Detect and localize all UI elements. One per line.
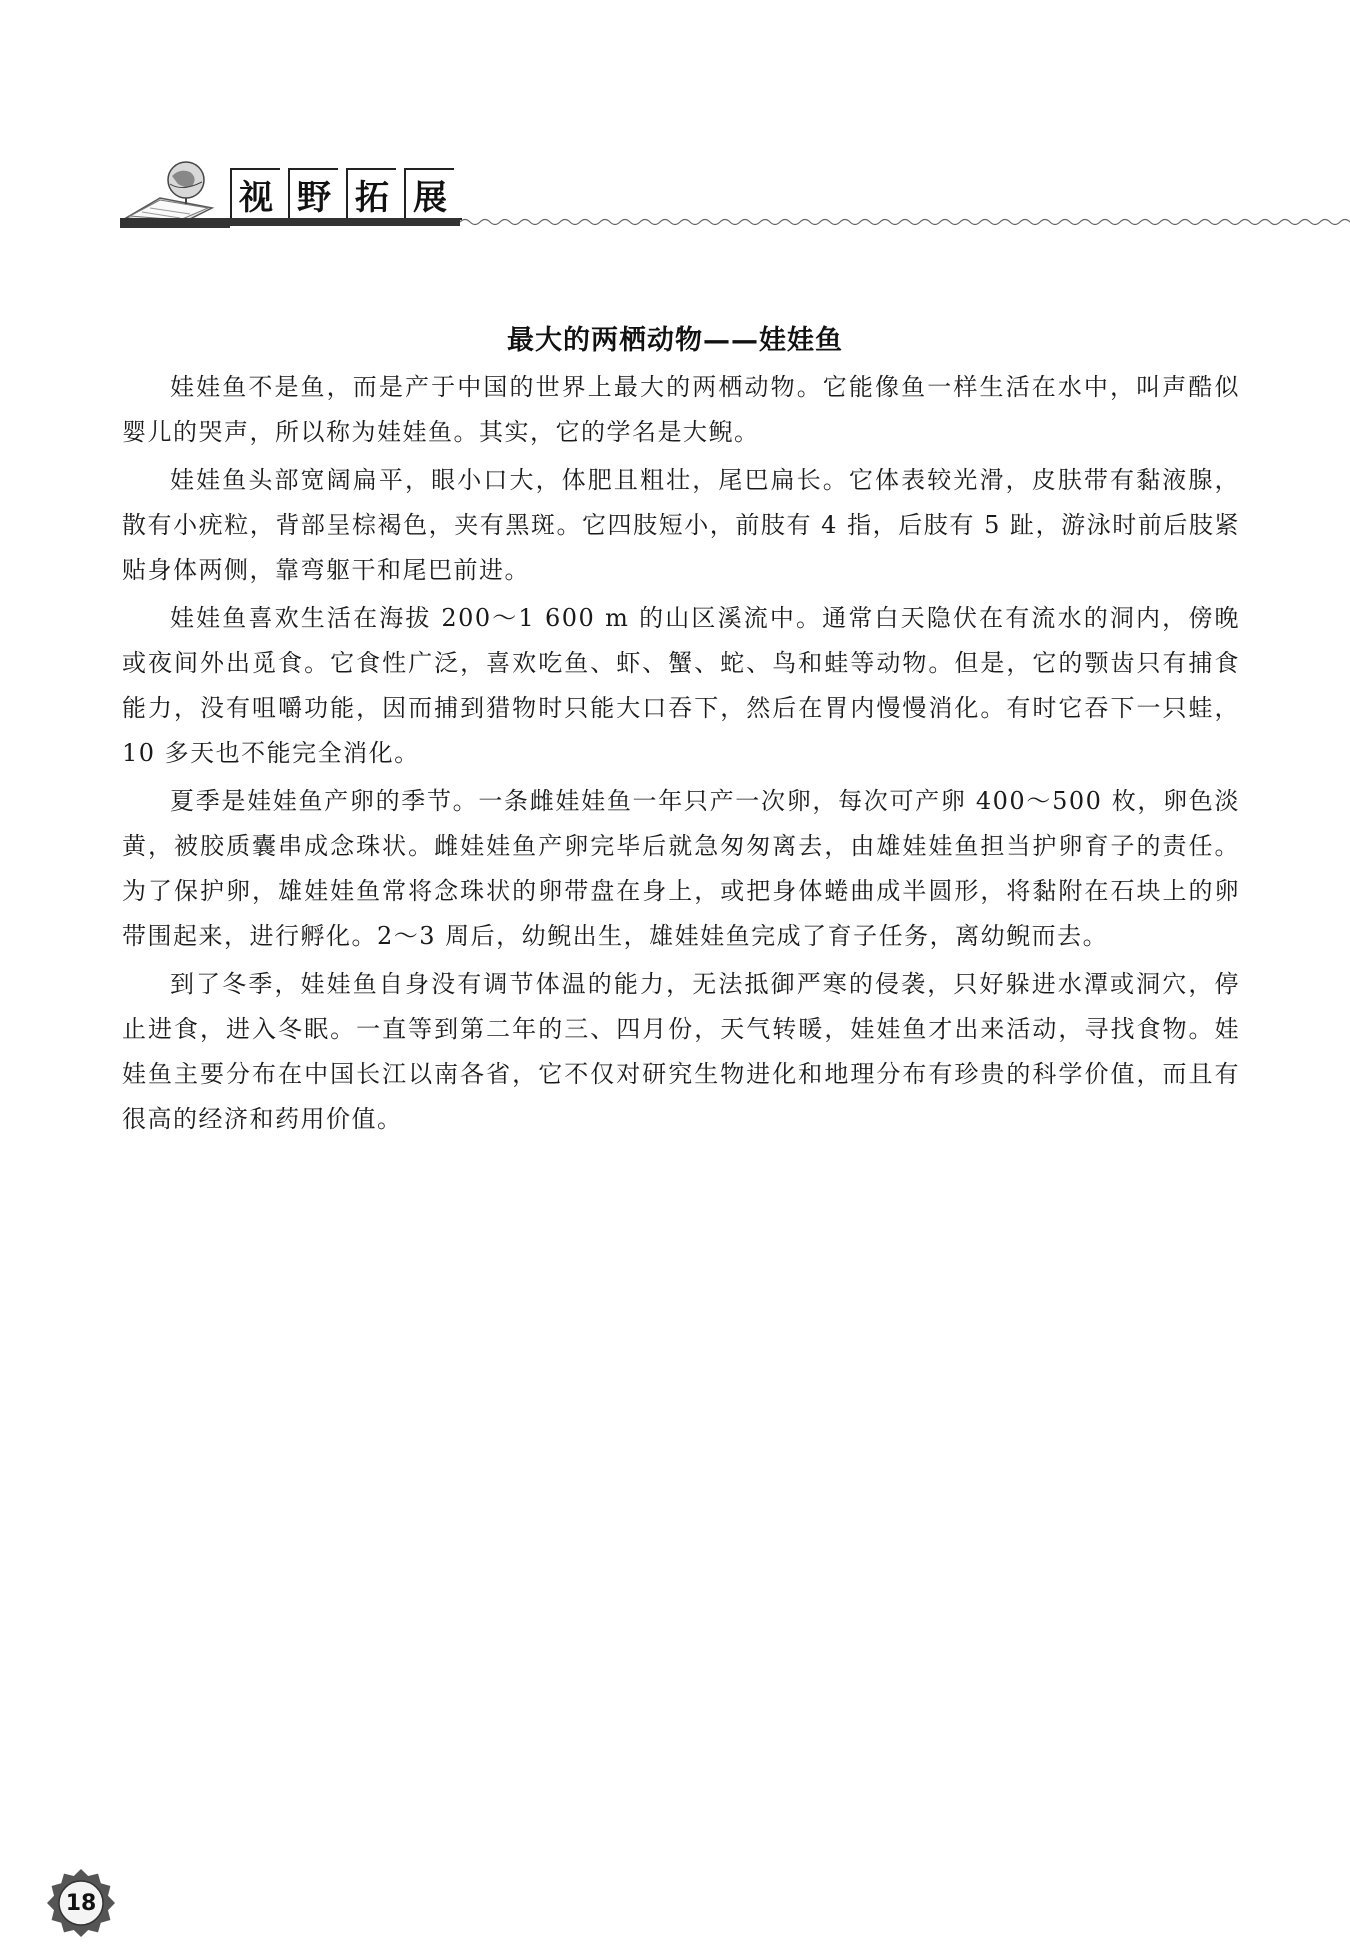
header-underline — [120, 218, 460, 226]
header-wave-divider — [460, 214, 1350, 230]
paragraph: 娃娃鱼喜欢生活在海拔 200～1 600 m 的山区溪流中。通常白天隐伏在有流水的洞内，傍晚或夜间外出觅食。它食性广泛，喜欢吃鱼、虾、蟹、蛇、鸟和蛙等动物。但是，它的颚齿只有捕食能力，没有咀嚼功能，因而捕到猎物时只能大口吞下，然后在胃内慢慢消化。有时它吞下一只蛙，10 多天也不能完全消化。 — [122, 604, 1240, 767]
paragraph: 到了冬季，娃娃鱼自身没有调节体温的能力，无法抵御严寒的侵袭，只好躲进水潭或洞穴，停止进食，进入冬眠。一直等到第二年的三、四月份，天气转暖，娃娃鱼才出来活动，寻找食物。娃娃鱼主要分布在中国长江以南各省，它不仅对研究生物进化和地理分布有珍贵的科学价值，而且有很高的经济和药用价值。 — [122, 970, 1240, 1133]
article-body — [122, 365, 1240, 1145]
header-char: 野 — [288, 168, 338, 218]
article-title: 最大的两栖动物——娃娃鱼 — [507, 325, 843, 357]
page-badge — [46, 1868, 116, 1938]
header-char: 拓 — [346, 168, 396, 218]
paragraph: 娃娃鱼不是鱼，而是产于中国的世界上最大的两栖动物。它能像鱼一样生活在水中，叫声酷似婴儿的哭声，所以称为娃娃鱼。其实，它的学名是大鲵。 — [122, 373, 1240, 446]
paragraph: 娃娃鱼头部宽阔扁平，眼小口大，体肥且粗壮，尾巴扁长。它体表较光滑，皮肤带有黏液腺，散有小疣粒，背部呈棕褐色，夹有黑斑。它四肢短小，前肢有 4 指，后肢有 5 趾，游泳时前后肢紧贴身体两侧，靠弯躯干和尾巴前进。 — [122, 466, 1240, 584]
header-title — [230, 158, 462, 218]
page-number: 18 — [65, 1890, 97, 1916]
header-char: 视 — [230, 168, 280, 218]
header-char: 展 — [404, 168, 454, 218]
section-header — [120, 158, 1240, 228]
paragraph: 夏季是娃娃鱼产卵的季节。一条雌娃娃鱼一年只产一次卵，每次可产卵 400～500 枚，卵色淡黄，被胶质囊串成念珠状。雌娃娃鱼产卵完毕后就急匆匆离去，由雄娃娃鱼担当护卵育子的责任。为了保护卵，雄娃娃鱼常将念珠状的卵带盘在身上，或把身体蜷曲成半圆形，将黏附在石块上的卵带围起来，进行孵化。2～3 周后，幼鲵出生，雄娃娃鱼完成了育子任务，离幼鲵而去。 — [122, 787, 1240, 950]
